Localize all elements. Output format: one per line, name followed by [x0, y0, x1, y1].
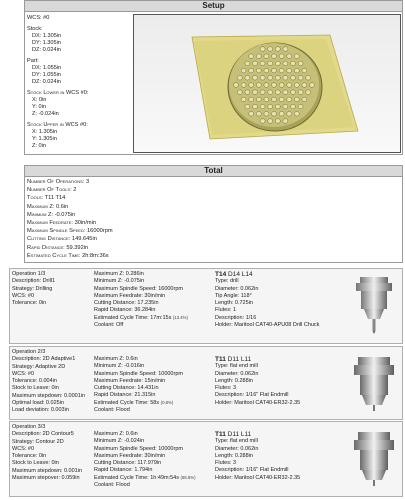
plate-hole: [260, 90, 265, 95]
total-maxfeed-row: Maximum Feedrate: 30in/min: [27, 219, 97, 226]
plate-hole: [241, 83, 246, 88]
op-field: Tolerance: 0.004in: [12, 378, 57, 385]
plate-hole: [279, 83, 284, 88]
plate-hole: [283, 104, 288, 109]
tool-field: Length: 0.288in: [215, 377, 253, 384]
plate-hole: [260, 61, 265, 66]
op-field: WCS: #0: [12, 370, 35, 377]
op-field: Description: 2D Adaptive1: [12, 356, 76, 363]
plate-hole: [275, 90, 280, 95]
operation-2: [9, 346, 403, 420]
tool-field: Holder: Maritool CAT40-ER32-2.35: [215, 399, 301, 406]
total-cycle-row: Estimated Cycle Time: 2h:8m:36s: [27, 252, 109, 259]
plate-hole: [268, 90, 273, 95]
total-maxspindle-row: Maximum Spindle Speed: 16000rpm: [27, 228, 113, 235]
plate-hole: [249, 54, 254, 59]
op-field: Maximum Feedrate: 30in/min: [94, 452, 166, 459]
plate-hole: [253, 76, 258, 81]
collet-holder-icon: [352, 428, 396, 488]
collet-holder-icon: [352, 353, 396, 413]
op-cycle-time: Estimated Cycle Time: 1h:49m:54s (85.5%): [94, 474, 196, 481]
op-field: Maximum Feedrate: 15in/min: [94, 377, 166, 384]
plate-hole: [275, 76, 280, 81]
stock-dz: DZ: 0.024in: [32, 46, 61, 53]
setup-title: Setup: [25, 1, 402, 12]
total-section: [24, 165, 403, 263]
plate-hole: [298, 90, 303, 95]
plate-hole: [291, 90, 296, 95]
plate-hole: [283, 76, 288, 81]
plate-hole: [272, 112, 277, 117]
op-field: Description: 2D Contour5: [12, 431, 74, 438]
plate-hole: [245, 90, 250, 95]
plate-hole: [264, 112, 269, 117]
op-field: Cutting Distance: 17.235in: [94, 300, 159, 307]
stock-lower-label: Stock Lower in WCS #0:: [27, 89, 89, 96]
op-field: Stock to Leave: 0in: [12, 385, 59, 392]
setup-wcs: WCS: #0: [27, 15, 50, 21]
tool-field: Description: 1/16" Flat Endmill: [215, 467, 289, 474]
plate-hole: [245, 61, 250, 66]
operation-1: [9, 268, 403, 344]
plate-hole: [256, 97, 261, 102]
plate-hole: [283, 47, 288, 52]
plate-hole: [264, 97, 269, 102]
plate-hole: [253, 61, 258, 66]
plate-hole: [260, 76, 265, 81]
plate-hole: [287, 83, 292, 88]
plate-hole: [275, 119, 280, 124]
tool-field: Diameter: 0.062in: [215, 285, 259, 292]
plate-hole: [310, 83, 315, 88]
plate-hole: [287, 68, 292, 73]
plate-hole: [291, 76, 296, 81]
op-field: Maximum Z: 0.286in: [94, 271, 144, 277]
plate-hole: [306, 76, 311, 81]
op-field: Tolerance: 0in: [12, 453, 47, 460]
plate-hole: [283, 119, 288, 124]
plate-hole: [260, 119, 265, 124]
op-field: Maximum stepdown: 0.001in: [12, 467, 83, 474]
total-minz-row: Minimum Z: -0.075in: [27, 211, 76, 218]
plate-hole: [249, 112, 254, 117]
op-field: Cutting Distance: 117.979in: [94, 460, 162, 467]
op-cycle-time: Estimated Cycle Time: 58s (0.8%): [94, 399, 174, 406]
stock-dx: DX: 1.305in: [32, 32, 62, 39]
plate-hole: [241, 97, 246, 102]
total-maxz-row: Maximum Z: 0.6in: [27, 203, 69, 210]
stock-upper-label: Stock Upper in WCS #0:: [27, 121, 88, 128]
plate-hole: [245, 104, 250, 109]
stock-lower-y: Y: 0in: [32, 103, 46, 110]
plate-hole: [253, 104, 258, 109]
plate-hole: [237, 76, 242, 81]
plate-hole: [264, 83, 269, 88]
setup-info: [27, 15, 127, 154]
plate-hole: [294, 112, 299, 117]
op-field: Maximum Spindle Speed: 10000rpm: [94, 445, 183, 452]
plate-hole: [283, 90, 288, 95]
plate-hole: [256, 54, 261, 59]
plate-hole: [306, 90, 311, 95]
tool-field: Length: 0.725in: [215, 300, 253, 307]
plate-hole: [249, 83, 254, 88]
tool-field: Flutes: 3: [215, 385, 237, 392]
tool-field: Description: 1/16" Flat Endmill: [215, 392, 289, 399]
perforated-plate-render: [134, 15, 401, 153]
part-dx: DX: 1.055in: [32, 64, 62, 71]
plate-hole: [272, 97, 277, 102]
op-field: Maximum Spindle Speed: 16000rpm: [94, 285, 183, 292]
op-field: Rapid Distance: 1.794in: [94, 467, 153, 474]
plate-hole: [279, 68, 284, 73]
op-field: WCS: #0: [12, 445, 35, 452]
op-field: Load deviation: 0.003in: [12, 407, 69, 414]
plate-hole: [256, 83, 261, 88]
tool-field: Diameter: 0.062in: [215, 445, 259, 452]
total-rapid-row: Rapid Distance: 59.392in: [27, 244, 89, 251]
plate-hole: [298, 104, 303, 109]
total-title: Total: [25, 166, 402, 177]
op-cycle-time: Estimated Cycle Time: 17m:15s (13.4%): [94, 314, 188, 321]
op-field: Description: Drill1: [12, 278, 56, 285]
plate-hole: [249, 97, 254, 102]
op-field: Maximum stepover: 0.059in: [12, 475, 80, 482]
plate-hole: [256, 112, 261, 117]
plate-hole: [268, 104, 273, 109]
tool-field: Flutes: 3: [215, 460, 237, 467]
op-field: Maximum Z: 0.6in: [94, 431, 138, 437]
plate-hole: [302, 83, 307, 88]
op-field: Coolant: Off: [94, 322, 124, 329]
op-field: Strategy: Drilling: [12, 285, 53, 292]
plate-hole: [260, 47, 265, 52]
op-field: Strategy: Adaptive 2D: [12, 363, 66, 370]
tool-field: Holder: Maritool CAT40-APU08 Drill Chuck: [215, 322, 320, 329]
op-field: Minimum Z: -0.016in: [94, 363, 145, 370]
plate-hole: [268, 47, 273, 52]
setup-section: [24, 0, 403, 155]
tool-heading: T11 D11 L11: [215, 431, 252, 438]
op-title: Operation 2/3: [12, 349, 46, 355]
plate-hole: [291, 104, 296, 109]
part-dy: DY: 1.055in: [32, 71, 61, 78]
op-field: Minimum Z: -0.024in: [94, 438, 145, 445]
op-field: Strategy: Contour 2D: [12, 438, 64, 445]
part-dz: DZ: 0.024in: [32, 78, 61, 85]
plate-hole: [275, 104, 280, 109]
plate-hole: [275, 47, 280, 52]
plate-hole: [268, 76, 273, 81]
plate-hole: [287, 54, 292, 59]
plate-hole: [264, 68, 269, 73]
tool-field: Flutes: 1: [215, 307, 237, 314]
op-field: Cutting Distance: 14.431in: [94, 385, 159, 392]
op-field: Coolant: Flood: [94, 407, 130, 414]
plate-hole: [245, 76, 250, 81]
stock-upper-x: X: 1.305in: [32, 128, 58, 135]
plate-hole: [294, 97, 299, 102]
op-field: Optimal load: 0.025in: [12, 400, 64, 407]
plate-hole: [253, 90, 258, 95]
plate-hole: [279, 97, 284, 102]
plate-hole: [287, 112, 292, 117]
plate-hole: [260, 104, 265, 109]
tool-field: Holder: Maritool CAT40-ER32-2.35: [215, 474, 301, 481]
plate-hole: [249, 68, 254, 73]
total-toolslist-row: Tools: T11 T14: [27, 195, 66, 202]
plate-hole: [283, 61, 288, 66]
op-field: Minimum Z: -0.075in: [94, 278, 145, 285]
plate-hole: [275, 61, 280, 66]
plate-hole: [298, 76, 303, 81]
total-tools-row: Number Of Tools: 2: [27, 187, 77, 194]
tool-field: Diameter: 0.062in: [215, 370, 259, 377]
op-field: Tolerance: 0in: [12, 300, 47, 307]
op-field: Rapid Distance: 21.315in: [94, 392, 156, 399]
plate-hole: [234, 83, 239, 88]
plate-hole: [298, 61, 303, 66]
op-field: WCS: #0: [12, 292, 35, 299]
stock-upper-y: Y: 1.305in: [32, 135, 57, 142]
tool-heading: T11 D11 L11: [215, 356, 252, 363]
plate-hole: [279, 112, 284, 117]
plate-hole: [268, 61, 273, 66]
plate-hole: [294, 83, 299, 88]
plate-hole: [291, 61, 296, 66]
part-label: Part:: [27, 57, 39, 64]
op-title: Operation 1/3: [12, 271, 46, 277]
plate-hole: [264, 54, 269, 59]
plate-hole: [272, 68, 277, 73]
op-field: Coolant: Flood: [94, 482, 130, 489]
total-cutdist-row: Cutting Distance: 149.645in: [27, 236, 97, 243]
plate-hole: [237, 90, 242, 95]
op-field: Stock to Leave: 0in: [12, 460, 59, 467]
plate-hole: [268, 119, 273, 124]
tool-field: Type: drill: [215, 278, 239, 285]
op-field: Maximum Z: 0.6in: [94, 356, 138, 362]
plate-hole: [294, 68, 299, 73]
stock-lower-x: X: 0in: [32, 96, 47, 103]
tool-heading: T14 D14 L14: [215, 271, 253, 278]
total-ops-row: Number Of Operations: 3: [27, 179, 90, 185]
plate-hole: [272, 83, 277, 88]
plate-hole: [302, 97, 307, 102]
op-title: Operation 3/3: [12, 424, 46, 430]
stock-label: Stock:: [27, 25, 43, 32]
plate-hole: [302, 68, 307, 73]
stock-dy: DY: 1.305in: [32, 39, 61, 46]
plate-hole: [287, 97, 292, 102]
stock-lower-z: Z: -0.024in: [32, 110, 59, 117]
tool-field: Type: flat end mill: [215, 438, 258, 445]
part-preview-image: [133, 14, 401, 153]
tool-field: Tip Angle: 118°: [215, 292, 252, 299]
tool-field: Description: 1/16: [215, 314, 257, 321]
tool-field: Length: 0.288in: [215, 452, 253, 459]
op-field: Rapid Distance: 36.284in: [94, 307, 156, 314]
plate-hole: [294, 54, 299, 59]
op-field: Maximum stepdown: 0.0001in: [12, 392, 86, 399]
tool-field: Type: flat end mill: [215, 363, 258, 370]
plate-hole: [241, 68, 246, 73]
drill-chuck-icon: [352, 275, 396, 335]
stock-upper-z: Z: 0in: [32, 142, 46, 149]
op-field: Maximum Feedrate: 30in/min: [94, 292, 166, 299]
plate-hole: [279, 54, 284, 59]
plate-hole: [272, 54, 277, 59]
op-field: Maximum Spindle Speed: 10000rpm: [94, 370, 183, 377]
operation-3: [9, 421, 403, 497]
plate-hole: [256, 68, 261, 73]
